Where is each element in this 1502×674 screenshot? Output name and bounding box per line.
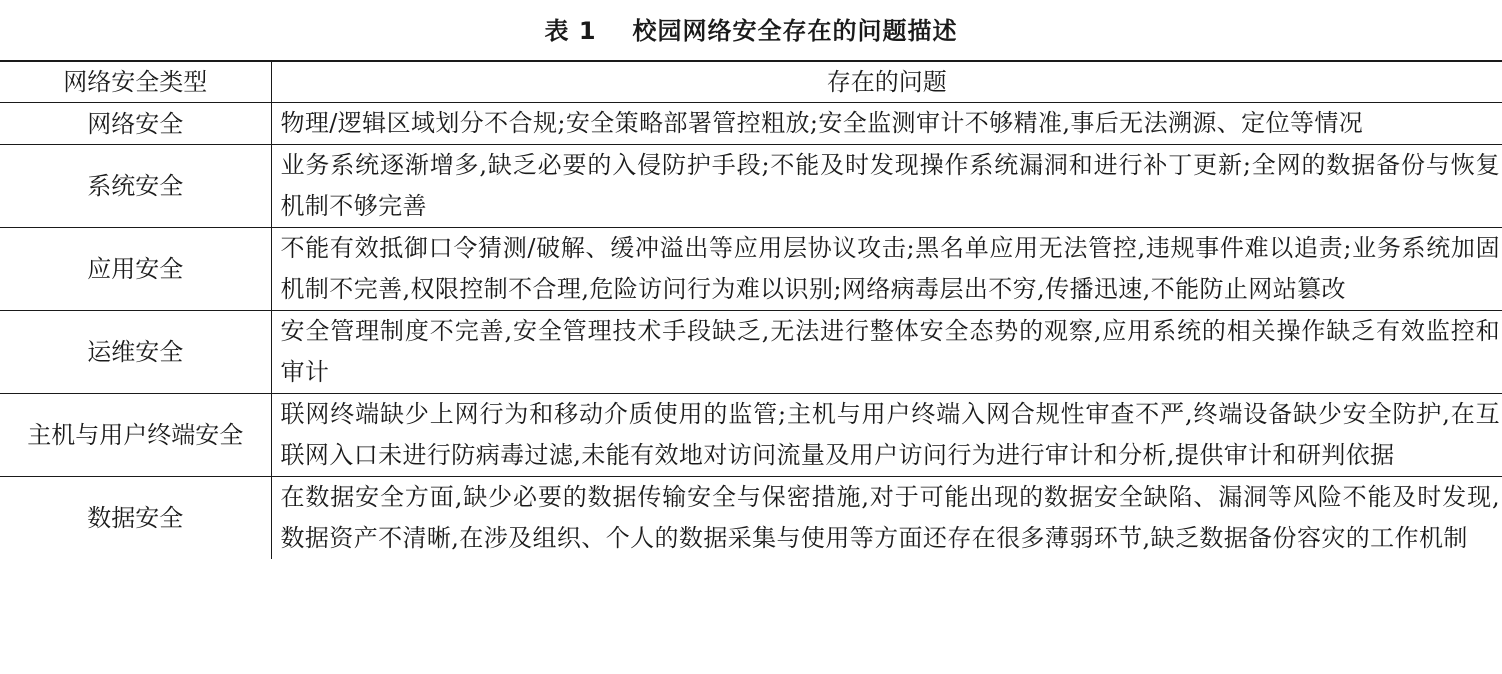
- table-caption: [0, 14, 1502, 48]
- row-type-cell: 主机与用户终端安全: [0, 394, 271, 477]
- row-issue-cell: 不能有效抵御口令猜测/破解、缓冲溢出等应用层协议攻击;黑名单应用无法管控,违规事件难以追责;业务系统加固机制不完善,权限控制不合理,危险访问行为难以识别;网络病毒层出不穷,传播迅速,不能防止网站篡改: [280, 234, 1500, 303]
- row-type-cell: 系统安全: [0, 145, 271, 228]
- security-issues-table: [0, 60, 1502, 559]
- table-row: [0, 103, 1502, 145]
- row-issue-cell: 物理/逻辑区域划分不合规;安全策略部署管控粗放;安全监测审计不够精准,事后无法溯源、定位等情况: [280, 109, 1364, 137]
- table-row: [0, 477, 1502, 560]
- table-row: [0, 394, 1502, 477]
- row-type-cell: 数据安全: [0, 477, 271, 560]
- row-issue-cell: 业务系统逐渐增多,缺乏必要的入侵防护手段;不能及时发现操作系统漏洞和进行补丁更新;全网的数据备份与恢复机制不够完善: [280, 151, 1500, 220]
- row-type-cell: 应用安全: [0, 228, 271, 311]
- table-row: [0, 228, 1502, 311]
- table-row: [0, 145, 1502, 228]
- table-title: 校园网络安全存在的问题描述: [632, 17, 958, 45]
- row-issue-cell: 联网终端缺少上网行为和移动介质使用的监管;主机与用户终端入网合规性审查不严,终端设备缺少安全防护,在互联网入口未进行防病毒过滤,未能有效地对访问流量及用户访问行为进行审计和分析,提供审计和研判依据: [280, 400, 1500, 469]
- row-issue-cell: 安全管理制度不完善,安全管理技术手段缺乏,无法进行整体安全态势的观察,应用系统的相关操作缺乏有效监控和审计: [280, 317, 1500, 386]
- table-header-row: [0, 61, 1502, 103]
- table-row: [0, 311, 1502, 394]
- row-type-cell: 运维安全: [0, 311, 271, 394]
- column-header-type: 网络安全类型: [0, 61, 271, 103]
- table-number: 表 1: [544, 17, 597, 45]
- row-issue-cell: 在数据安全方面,缺少必要的数据传输安全与保密措施,对于可能出现的数据安全缺陷、漏洞等风险不能及时发现,数据资产不清晰,在涉及组织、个人的数据采集与使用等方面还存在很多薄弱环节,缺乏数据备份容灾的工作机制: [280, 483, 1500, 552]
- row-type-cell: 网络安全: [0, 103, 271, 145]
- column-header-issue: 存在的问题: [826, 68, 947, 96]
